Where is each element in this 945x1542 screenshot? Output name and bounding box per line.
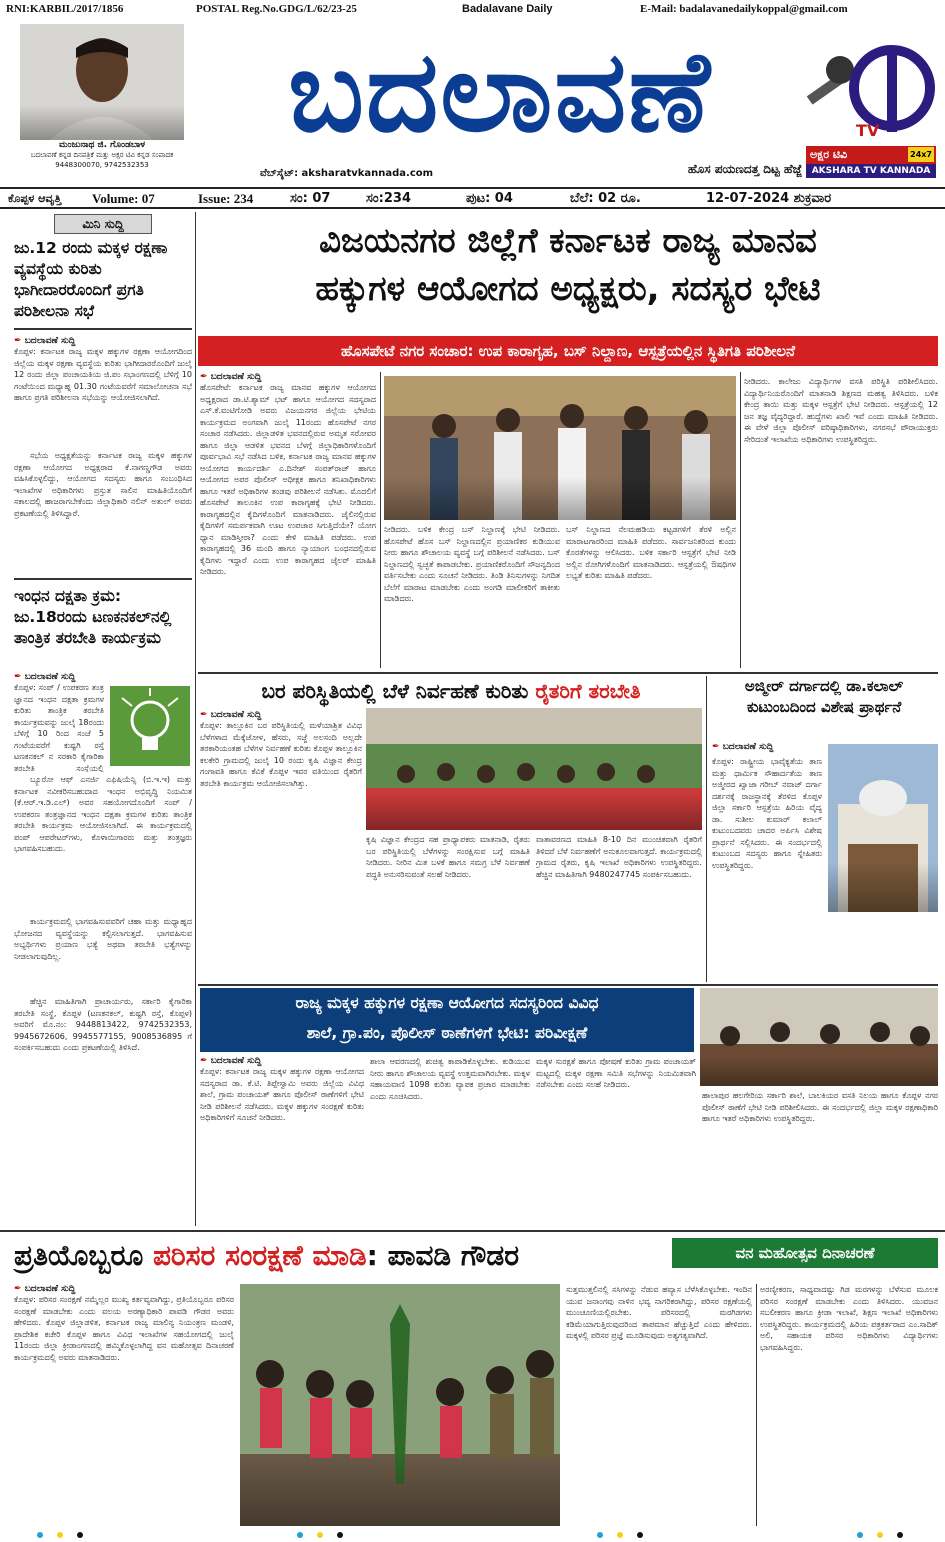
issue-info-bar [0, 187, 945, 209]
byline: ✒ ಬದಲಾವಣೆ ಸುದ್ದಿ [200, 372, 376, 382]
lead-headline-line1: ವಿಜಯನಗರ ಜಿಲ್ಲೆಗೆ ಕರ್ನಾಟಕ ರಾಜ್ಯ ಮಾನವ [319, 221, 817, 261]
sidebar-story2-body4: ಹೆಚ್ಚಿನ ಮಾಹಿತಿಗಾಗಿ ಪ್ರಾಚಾರ್ಯರು, ಸರ್ಕಾರಿ ಕೈಗಾರಿಕಾ ತರಬೇತಿ ಸಂಸ್ಥೆ, ಕೊಪ್ಪಳ (ಟಣಕನಕಲ್, ಕುಷ್ಟಗಿ ರಸ್ತೆ, ಕೊಪ್ಪಳ) ಅವರಿಗೆ ಮೊ.ನಂ: 9448813422, 9742532353, 9945672606, 9945577155, 9008536895 ಗೆ ಸಂಪರ್ಕಿಸಬಹುದು ಎಂದು ಪ್ರಕಟಣೆಯಲ್ಲಿ ತಿಳಿಸಿದೆ. [14, 997, 192, 1052]
child-rights-headline-1: ರಾಜ್ಯ ಮಕ್ಕಳ ಹಕ್ಕುಗಳ ರಕ್ಷಣಾ ಆಯೋಗದ ಸದಸ್ಯರಿಂದ ವಿವಿಧ [295, 994, 599, 1012]
masthead [190, 22, 810, 172]
registration-marks [0, 1530, 945, 1540]
child-rights-col2-text: ಶಾಲಾ ಆವರಣದಲ್ಲಿ ಶುಚಿತ್ವ ಕಾಪಾಡಿಕೊಳ್ಳಬೇಕು. ಕುಡಿಯುವ ನೀರು ಹಾಗೂ ಶೌಚಾಲಯ ವ್ಯವಸ್ಥೆ ಉತ್ತಮವಾಗಿರಬೇಕು. ಮಕ್ಕಳ ಸಹಾಯವಾಣಿ 1098 ಕುರಿತು ವ್ಯಾಪಕ ಪ್ರಚಾರ ಮಾಡಬೇಕು ಎಂದು ಸೂಚಿಸಿದರು. [370, 1057, 530, 1101]
svg-text:TV: TV [856, 121, 880, 140]
paper-name: Badalavane Daily [462, 3, 553, 15]
tagline: ಹೊಸ ಪಯಣದತ್ತ ದಿಟ್ಟ ಹೆಜ್ಜೆ [687, 162, 802, 176]
drought-photo [366, 708, 702, 830]
mini-news-sidebar [14, 212, 192, 1226]
ajmer-byline: ✒ ಬದಲಾವಣೆ ಸುದ್ದಿ [712, 742, 940, 752]
drought-col2-text: ಕೃಷಿ ವಿಜ್ಞಾನ ಕೇಂದ್ರದ ಸಹ ಪ್ರಾಧ್ಯಾಪಕರು ಮಾತನಾಡಿ, ರೈತರು ಬರ ಪರಿಸ್ಥಿತಿಯಲ್ಲಿ ಬೆಳೆಗಳನ್ನು ಸಂರಕ್ಷಿಸುವ ಬಗ್ಗೆ ಮಾಹಿತಿ ನೀಡಿದರು. ನೀರಿನ ಮಿತ ಬಳಕೆ ಹಾಗೂ ಸಮಗ್ರ ಬೆಳೆ ನಿರ್ವಹಣೆ ಪದ್ಧತಿ ಅನುಸರಿಸುವಂತೆ ಸಲಹೆ ನೀಡಿದರು. [366, 835, 530, 879]
divider [0, 1230, 945, 1232]
ajmer-photo [828, 744, 938, 912]
van-mahotsav-tag: ವನ ಮಹೋತ್ಸವ ದಿನಾಚರಣೆ [672, 1238, 938, 1268]
logo-sub: AKSHARA TV KANNADA [806, 164, 936, 178]
lead-subheadline: ಹೊಸಪೇಟೆ ನಗರ ಸಂಚಾರ: ಉಪ ಕಾರಾಗೃಹ, ಬಸ್ ನಿಲ್ದಾಣ, ಆಸ್ಪತ್ರೆಯಲ್ಲಿನ ಸ್ಥಿತಿಗತಿ ಪರಿಶೀಲನೆ [198, 336, 938, 366]
editor-photo [20, 24, 184, 140]
sam-number-2: ಸಂ:234 [366, 191, 411, 206]
price: ಬೆಲೆ: 02 ರೂ. [570, 191, 641, 206]
divider [14, 578, 192, 580]
editor-name: ಮಂಜುನಾಥ ಜಿ. ಗೊಂಡಬಾಳ [58, 140, 146, 150]
issue-number: Issue: 234 [198, 191, 254, 206]
child-rights-col1-text: ಕೊಪ್ಪಳ: ಕರ್ನಾಟಕ ರಾಜ್ಯ ಮಕ್ಕಳ ಹಕ್ಕುಗಳ ರಕ್ಷಣಾ ಆಯೋಗದ ಸದಸ್ಯರಾದ ಡಾ. ಕೆ.ಟಿ. ತಿಪ್ಪೇಸ್ವಾಮಿ ಅವರು ಜಿಲ್ಲೆಯ ವಿವಿಧ ಶಾಲೆ, ಗ್ರಾಮ ಪಂಚಾಯತ್ ಹಾಗೂ ಪೊಲೀಸ್ ಠಾಣೆಗಳಿಗೆ ಭೇಟಿ ನೀಡಿ ಪರಿಶೀಲನೆ ನಡೆಸಿದರು. ಮಕ್ಕಳ ಹಕ್ಕುಗಳ ಸಂರಕ್ಷಣೆ ಕುರಿತು ಅಧಿಕಾರಿಗಳಿಗೆ ಸೂಚನೆ ನೀಡಿದರು. [200, 1067, 364, 1122]
drought-story-headline: ಬರ ಪರಿಸ್ಥಿತಿಯಲ್ಲಿ ಬೆಳೆ ನಿರ್ವಹಣೆ ಕುರಿತು ರೈತರಿಗೆ ತರಬೇತಿ [261, 679, 641, 703]
microphone-icon [806, 24, 936, 146]
sidebar-story2-body3: ಕಾರ್ಯಕ್ರಮದಲ್ಲಿ ಭಾಗವಹಿಸುವವರಿಗೆ ಚಹಾ ಮತ್ತು ಮಧ್ಯಾಹ್ನದ ಭೋಜನದ ವ್ಯವಸ್ಥೆಯನ್ನು ಕಲ್ಪಿಸಲಾಗುತ್ತದೆ. ಭಾಗವಹಿಸುವ ಅಭ್ಯರ್ಥಿಗಳು ಪ್ರಯಾಣ ಭತ್ಯೆ ಅಥವಾ ತರಬೇತಿ ಭತ್ಯೆಗಳನ್ನು ನೀಡಲಾಗುವುದಿಲ್ಲ. [14, 917, 192, 961]
akshara-tv-logo [806, 24, 936, 184]
sam-number: ಸಂ: 07 [290, 191, 331, 206]
drought-col-1 [200, 710, 362, 980]
date: 12-07-2024 ಶುಕ್ರವಾರ [706, 191, 832, 206]
environment-photo [240, 1284, 560, 1526]
rni-number: RNI:KARBIL/2017/1856 [6, 3, 124, 15]
website-line: ವೆಬ್‌ಸೈಟ್: aksharatvkannada.com [260, 168, 434, 179]
column-rule [756, 1284, 757, 1526]
byline: ✒ ಬದಲಾವಣೆ ಸುದ್ದಿ [200, 710, 362, 720]
child-rights-col-1 [200, 1056, 364, 1226]
environment-col3-text: ಅರಣ್ಯೀಕರಣ, ಸಾಧ್ಯವಾದಷ್ಟು ಗಿಡ ಮರಗಳನ್ನು ಬೆಳೆಸುವ ಮೂಲಕ ಪರಿಸರ ಸಂರಕ್ಷಣೆ ಮಾಡಬೇಕು ಎಂದು ತಿಳಿಸಿದರು. ಯುವಜನ ಸಬಲೀಕರಣ ಹಾಗೂ ಕ್ರೀಡಾ ಇಲಾಖೆ, ಶಿಕ್ಷಣ ಇಲಾಖೆ ಅಧಿಕಾರಿಗಳು ಉಪಸ್ಥಿತರಿದ್ದರು. ಕಾರ್ಯಕ್ರಮದಲ್ಲಿ ಹಿರಿಯ ಪತ್ರಕರ್ತರಾದ ಎಂ.ಸಾದಿಕ್ ಅಲಿ, ಸಹಾಯಕ ಪರಿಸರ ಅಧಿಕಾರಿಗಳು ವಿದ್ಯಾರ್ಥಿಗಳು ಭಾಗವಹಿಸಿದ್ದರು. [760, 1285, 938, 1352]
editor-role: ಬದಲಾವಣೆ ಕನ್ನಡ ದಿನಪತ್ರಿಕೆ ಮತ್ತು ಅಕ್ಷರ ಟಿವಿ ಕನ್ನಡ ಸಂಪಾದಕ [30, 151, 174, 159]
ajmer-headline: ಅಜ್ಮೀರ್ ದರ್ಗಾದಲ್ಲಿ ಡಾ.ಕಲಾಲ್ ಕುಟುಂಬದಿಂದ ವಿಶೇಷ ಪ್ರಾರ್ಥನೆ [744, 677, 904, 716]
column-rule [380, 372, 381, 668]
sidebar-story1-headline: ಜು.12 ರಂದು ಮಕ್ಕಳ ರಕ್ಷಣಾ ವ್ಯವಸ್ಥೆಯ ಕುರಿತು ಭಾಗೀದಾರರೊಂದಿಗೆ ಪ್ರಗತಿ ಪರಿಶೀಲನಾ ಸಭೆ [14, 239, 168, 320]
environment-col2-text: ಸುತ್ತಮುತ್ತಲಿನಲ್ಲಿ ಸಸಿಗಳನ್ನು ನೆಡುವ ಹವ್ಯಾಸ ಬೆಳೆಸಿಕೊಳ್ಳಬೇಕು. ಇಂದಿನ ಯುವ ಜನಾಂಗವು ನಾಳಿನ ಭವ್ಯ ನಾಗರಿಕರಾಗಿದ್ದು, ಪರಿಸರ ರಕ್ಷಣೆಯಲ್ಲಿ ಮುಂಚೂಣಿಯಲ್ಲಿರಬೇಕು. ಪರಿಸರದಲ್ಲಿ ಮರಗಿಡಗಳು ಕಡಿಮೆಯಾಗುತ್ತಿರುವುದರಿಂದ ತಾಪಮಾನ ಹೆಚ್ಚುತ್ತಿದೆ ಎಂದು ಹೇಳಿದರು. ಮಕ್ಕಳಲ್ಲಿ ಪರಿಸರ ಪ್ರಜ್ಞೆ ಮೂಡಿಸುವುದು ಅತ್ಯಗತ್ಯವಾಗಿದೆ. [566, 1285, 752, 1340]
sidebar-story2-headline: ಇಂಧನ ದಕ್ಷತಾ ಕ್ರಮ: ಜು.18ರಂದು ಟಣಕನಕಲ್‌ನಲ್ಲಿ ತಾಂತ್ರಿಕ ತರಬೇತಿ ಕಾರ್ಯಕ್ರಮ [14, 587, 172, 647]
child-rights-col4-text: ಹಾಲಾಪುರ ಹಲಗೇರಿಯ ಸರ್ಕಾರಿ ಶಾಲೆ, ಬಾಲಕಿಯರ ವಸತಿ ನಿಲಯ ಹಾಗೂ ಕೊಪ್ಪಳ ನಗರ ಪೊಲೀಸ್ ಠಾಣೆಗೆ ಭೇಟಿ ನೀಡಿ ಪರಿಶೀಲಿಸಿದರು. ಈ ಸಂದರ್ಭದಲ್ಲಿ ಜಿಲ್ಲಾ ಮಕ್ಕಳ ರಕ್ಷಣಾಧಿಕಾರಿ ಹಾಗೂ ಇತರೆ ಅಧಿಕಾರಿಗಳು ಉಪಸ್ಥಿತರಿದ್ದರು. [702, 1091, 938, 1123]
section-title: ಮಿನಿ ಸುದ್ದಿ [54, 214, 152, 234]
sidebar-story2-body2: ಬ್ಯೂರೋ ಆಫ್ ಎನರ್ಜಿ ಎಫಿಷಿಯೆನ್ಸಿ (ಬಿ.ಇ.ಇ) ಮತ್ತು ಕರ್ನಾಟಕ ನವೀಕರಿಸಬಹುದಾದ ಇಂಧನ ಅಭಿವೃದ್ಧಿ ನಿಯಮಿತ (ಕೆ.ಆರ್.ಇ.ಡಿ.ಎಲ್) ಅವರ ಸಹಯೋಗದೊಂದಿಗೆ ಸಂಪ್ / ಉಪಕರಣ ತಂತ್ರಜ್ಞಾನದ ಇಂಧನ ದಕ್ಷತಾ ಕ್ರಮಗಳ ಕುರಿತು ತಾಂತ್ರಿಕ ತರಬೇತಿ ಕಾರ್ಯಕ್ರಮ ಆಯೋಜಿಸಲಾಗಿದೆ. ಈ ಕಾರ್ಯಕ್ರಮದಲ್ಲಿ ಪಂಪ್ ಆಪರೇಟರ್‌ಗಳು, ಕೊಳಾಯಿಗಾರರು ಮತ್ತು ತಂತ್ರಜ್ಞರು ಭಾಗವಹಿಸಬಹುದು. [14, 775, 192, 853]
email-address: E-Mail: badalavanedailykoppal@gmail.com [640, 3, 848, 15]
child-rights-photo [700, 988, 938, 1086]
ajmer-text: ಕೊಪ್ಪಳ: ರಾಷ್ಟ್ರೀಯ ಭಾವೈಕ್ಯತೆಯ ತಾಣ ಮತ್ತು ಧಾರ್ಮಿಕ ಸೌಹಾರ್ದತೆಯ ತಾಣ ಅಜ್ಮೀರದ ಖ್ವಾಜಾ ಗರೀಬ್ ನವಾಜ್ ದರ್ಗಾ ದರ್ಶನಕ್ಕೆ ರಾಜಸ್ಥಾನಕ್ಕೆ ತೆರಳಿದ ಕೊಪ್ಪಳ ಜಿಲ್ಲಾ ಸರ್ಕಾರಿ ಆಸ್ಪತ್ರೆಯ ಹಿರಿಯ ವೈದ್ಯ ಡಾ. ಸುಶೀಲ ಕುಮಾರ್ ಕಲಾಲ್ ಕುಟುಂಬದವರು ಚಾದರ ಅರ್ಪಿಸಿ ವಿಶೇಷ ಪ್ರಾರ್ಥನೆ ಸಲ್ಲಿಸಿದರು. ಈ ಸಂದರ್ಭದಲ್ಲಿ ಕುಟುಂಬದ ಸದಸ್ಯರು ಹಾಗೂ ಸ್ನೇಹಿತರು ಉಪಸ್ಥಿತರಿದ್ದರು. [712, 757, 822, 870]
logo-label: ಅಕ್ಷರ ಟಿವಿ 24x7 [806, 146, 936, 164]
edition: ಕೊಪ್ಪಳ ಆವೃತ್ತಿ [8, 192, 62, 205]
environment-col1-text: ಕೊಪ್ಪಳ: ಪರಿಸರ ಸಂರಕ್ಷಣೆ ನಮ್ಮೆಲ್ಲರ ಮುಖ್ಯ ಕರ್ತವ್ಯವಾಗಿದ್ದು, ಪ್ರತಿಯೊಬ್ಬರೂ ಪರಿಸರ ಸಂರಕ್ಷಣೆ ಮಾಡಬೇಕು ಎಂದು ವಲಯ ಅರಣ್ಯಾಧಿಕಾರಿ ಪಾವಡಿ ಗೌಡರ ಅವರು ಹೇಳಿದರು. ಕೊಪ್ಪಳ ಜಿಲ್ಲಾಡಳಿತ, ಕರ್ನಾಟಕ ರಾಜ್ಯ ಮಾಲಿನ್ಯ ನಿಯಂತ್ರಣ ಮಂಡಳಿ, ಪ್ರಾದೇಶಿಕ ಕಚೇರಿ ಕೊಪ್ಪಳ ಹಾಗೂ ವಿವಿಧ ಇಲಾಖೆಗಳ ಸಹಯೋಗದಲ್ಲಿ ಜುಲೈ 11ರಂದು ಜಿಲ್ಲಾ ಕ್ರೀಡಾಂಗಣದಲ್ಲಿ ಹಮ್ಮಿಕೊಳ್ಳಲಾಗಿದ್ದ ವನ ಮಹೋತ್ಸವ ದಿನಾಚರಣೆ ಕಾರ್ಯಕ್ರಮದಲ್ಲಿ ಅವರು ಮಾತನಾಡಿದರು. [14, 1295, 234, 1362]
sidebar-story2-body1-start: ಕೊಪ್ಪಳ: ಸಂಪ್ / ಉಪಕರಣ ತಂತ್ರ ಜ್ಞಾನದ ಇಂಧನ ದಕ್ಷತಾ ಕ್ರಮಗಳ ಕುರಿತು ತಾಂತ್ರಿಕ ತರಬೇತಿ ಕಾರ್ಯಕ್ರಮವನ್ನು ಜುಲೈ 18ರಂದು ಬೆಳಿಗ್ಗೆ 10 ರಿಂದ ಸಂಜೆ 5 ಗಂಟೆಯವರೆಗೆ ಕುಷ್ಟಗಿ ರಸ್ತೆ ಟಣಕನಕಲ್ ನ ಸರಕಾರಿ ಕೈಗಾರಿಕಾ ತರಬೇತಿ ಸಂಸ್ಥೆಯಲ್ಲಿ [14, 683, 104, 772]
logo-badge: 24x7 [908, 147, 934, 162]
lead-col1-text: ಹೊಸಪೇಟೆ: ಕರ್ನಾಟಕ ರಾಜ್ಯ ಮಾನವ ಹಕ್ಕುಗಳ ಆಯೋಗದ ಅಧ್ಯಕ್ಷರಾದ ಡಾ.ಟಿ.ಶ್ಯಾಮ್ ಭಟ್ ಹಾಗೂ ಆಯೋಗದ ಸದಸ್ಯರಾದ ಎಸ್.ಕೆ.ವಂಟಿಗೋಡಿ ಅವರು ವಿಜಯನಗರ ಜಿಲ್ಲೆಯ ಭೇಟಿಯ ಕಾರ್ಯಕ್ರಮದ ಅಂಗವಾಗಿ ಜುಲೈ 11ರಂದು ಹೊಸಪೇಟೆ ನಗರ ಸಂಚಾರ ನಡೆಸಿದರು. ಜಿಲ್ಲಾಡಳಿತ ಭವನದಲ್ಲಿರುವ ಅಮೃತ ಸರೋವರ ಹಾಗೂ ಜಿಲ್ಲಾ ಆಡಳಿತ ಭವನದ ಬೆಳಗ್ಗೆ ಜಿಲ್ಲಾಧಿಕಾರಿಗಳೊಂದಿಗೆ ಪೂರ್ವಭಾವಿ ಸಭೆ ನಡೆಸಿದ ಬಳಿಕ, ಕರ್ನಾಟಕ ರಾಜ್ಯ ಮಾನವ ಹಕ್ಕುಗಳ ಆಯೋಗದ ಕಾರ್ಯದರ್ಶಿ ಎ.ದಿನೇಶ್ ಸಂಪತ್‌ರಾಜ್ ಹಾಗೂ ಆಯೋಗದ ಅಪರ ಪೊಲೀಸ್ ಅಧೀಕ್ಷಕ ಹಾಗೂ ತನಿಖಾಧಿಕಾರಿಗಳು ಹಾಗೂ ಇತರೆ ಅಧಿಕಾರಿಗಳ ತಂಡವು ಪರಿಶೀಲನೆ ನಡೆಸಿತು. ಮೊದಲಿಗೆ ಹೊಸಪೇಟೆ ತಾಲೂಕಿನ ಉಪ ಕಾರಾಗೃಹಕ್ಕೆ ಭೇಟಿ ನೀಡಿದರು. ಕಾರಾಗೃಹದಲ್ಲಿನ ಕೈದಿಗಳೊಂದಿಗೆ ಮಾತನಾಡಿದರು. ಜೈಲಿನಲ್ಲಿರುವ ಕೈದಿಗಳಿಗೆ ಸಮರ್ಪಕವಾಗಿ ಊಟ ಉಪಚಾರ ಸಿಗುತ್ತಿದೆಯೇ? ಯೋಗ ಧ್ಯಾನ ಮಾಡಿಸ್ತೀರಾ? ಎಂದು ಕೇಳಿ ಮಾಹಿತಿ ಪಡೆದರು. ಉಪ ಕಾರಾಗೃಹದಲ್ಲಿ 36 ಮಂದಿ ಹಾಗೂ ನ್ಯಾಯಾಂಗ ಬಂಧನದಲ್ಲಿರುವ ಕೈದಿಗಳು ಇದ್ದಾರೆ ಎಂದು ಉಪ ಕಾರಾಗೃಹದ ಜೈಲರ್ ಮಾಹಿತಿ ನೀಡಿದರು. [200, 383, 376, 576]
byline: ✒ ಬದಲಾವಣೆ ಸುದ್ದಿ [200, 1056, 364, 1066]
column-rule [740, 372, 741, 668]
drought-col1-text: ಕೊಪ್ಪಳ: ತಾಲ್ಲೂಕಿನ ಬರ ಪರಿಸ್ಥಿತಿಯಲ್ಲಿ ಮಳೆಯಾಶ್ರಿತ ವಿವಿಧ ಬೆಳೆಗಳಾದ ಮೆಕ್ಕೆಜೋಳ, ಹೆಸರು, ಸಜ್ಜೆ ಅಲಸಂದಿ ಅಲ್ಲದೇ ತರಕಾರಿಯಂತಹ ಬೆಳೆಗಳ ನಿರ್ವಹಣೆ ಕುರಿತು ಕೊಪ್ಪಳ ತಾಲ್ಲೂಕಿನ ಕಲಕೇರಿ ಗ್ರಾಮದಲ್ಲಿ ಜುಲೈ 10 ರಂದು ಕೃಷಿ ವಿಜ್ಞಾನ ಕೇಂದ್ರ ಗಂಗಾವತಿ ಹಾಗೂ ಕೆವಿಕೆ ಕೊಪ್ಪಳ ಇವರ ವತಿಯಿಂದ ರೈತರಿಗೆ ತರಬೇತಿ ಕಾರ್ಯಕ್ರಮ ಆಯೋಜಿಸಲಾಗಿತ್ತು. [200, 721, 362, 788]
column-rule [706, 676, 707, 982]
column-rule [195, 212, 196, 1226]
environment-col-1 [14, 1284, 234, 1524]
lead-col2-text: ನೀಡಿದರು. ಬಳಿಕ ಕೇಂದ್ರ ಬಸ್ ನಿಲ್ದಾಣಕ್ಕೆ ಭೇಟಿ ನೀಡಿದರು. ಹೊಸಪೇಟೆ ಹೊಸ ಬಸ್ ನಿಲ್ದಾಣದಲ್ಲಿನ ಪ್ರಯಾಣಿಕರ ಕುಡಿಯುವ ನೀರು ಹಾಗೂ ಶೌಚಾಲಯ ವ್ಯವಸ್ಥೆ ಬಗ್ಗೆ ಪರಿಶೀಲನೆ ನಡೆಸಿದರು. ಬಸ್ ನಿಲ್ದಾಣದಲ್ಲಿ ಸ್ವಚ್ಛತೆ ಕಾಪಾಡಬೇಕು. ಪ್ರಯಾಣಿಕರೊಂದಿಗೆ ಸೌಜನ್ಯದಿಂದ ವರ್ತಿಸಬೇಕು ಎಂದು ಸೂಚನೆ ನೀಡಿದರು. ತಿಂಡಿ ತಿನಿಸುಗಳನ್ನು ನಿಗದಿತ ಬೆಲೆಗೆ ಮಾರಾಟ ಮಾಡಬೇಕು ಎಂದು ಅಂಗಡಿ ಮಾಲೀಕರಿಗೆ ತಾಕೀತು ಮಾಡಿದರು. [384, 525, 560, 603]
lead-photo [384, 376, 736, 520]
lead-col3-text: ಬಸ್ ನಿಲ್ದಾಣದ ನೆಲಮಹಡಿಯ ಕಟ್ಟಡಗಳಿಗೆ ತೆರಳಿ ಅಲ್ಲಿನ ಮಾರಾಟಗಾರರಿಂದ ಮಾಹಿತಿ ಪಡೆದರು. ಸಾರ್ವಜನಿಕರಿಂದ ಕುಂದು ಕೊರತೆಗಳನ್ನು ಆಲಿಸಿದರು. ಬಳಿಕ ಸರ್ಕಾರಿ ಆಸ್ಪತ್ರೆಗೆ ಭೇಟಿ ನೀಡಿ ಅಲ್ಲಿನ ರೋಗಿಗಳೊಂದಿಗೆ ಮಾತನಾಡಿದರು. ಆಸ್ಪತ್ರೆಯಲ್ಲಿ ಔಷಧಿಗಳ ಲಭ್ಯತೆ ಕುರಿತು ಮಾಹಿತಿ ಪಡೆದರು. [566, 525, 736, 580]
child-rights-headline-2: ಶಾಲೆ, ಗ್ರಾ.ಪಂ, ಪೊಲೀಸ್ ಠಾಣೆಗಳಿಗೆ ಭೇಟಿ: ಪರಿವೀಕ್ಷಣೆ [306, 1024, 588, 1042]
divider [14, 328, 192, 330]
environment-headline: ಪ್ರತಿಯೊಬ್ಬರೂ ಪರಿಸರ ಸಂರಕ್ಷಣೆ ಮಾಡಿ: ಪಾವಡಿ ಗೌಡರ [14, 1239, 520, 1272]
editor-phone: 9448300070, 9742532353 [55, 161, 149, 169]
top-info-bar [0, 0, 945, 20]
byline: ✒ ಬದಲಾವಣೆ ಸುದ್ದಿ [14, 1284, 234, 1294]
bulb-icon [110, 686, 190, 766]
volume: Volume: 07 [92, 191, 155, 206]
divider [198, 672, 938, 674]
lead-headline-line2: ಹಕ್ಕುಗಳ ಆಯೋಗದ ಅಧ್ಯಕ್ಷರು, ಸದಸ್ಯರ ಭೇಟಿ [315, 269, 821, 309]
byline: ✒ ಬದಲಾವಣೆ ಸುದ್ದಿ [14, 672, 192, 682]
editor-caption [20, 140, 184, 178]
divider [198, 984, 938, 986]
child-rights-col3-text: ಮಕ್ಕಳ ಸುರಕ್ಷತೆ ಹಾಗೂ ಪೋಷಣೆ ಕುರಿತು ಗ್ರಾಮ ಪಂಚಾಯತ್ ಮಟ್ಟದಲ್ಲಿ ಮಕ್ಕಳ ರಕ್ಷಣಾ ಸಮಿತಿ ಸಭೆಗಳನ್ನು ನಿಯಮಿತವಾಗಿ ನಡೆಸಬೇಕು ಎಂದು ಸಲಹೆ ನೀಡಿದರು. [536, 1057, 696, 1089]
sidebar-story1-body1: ಕೊಪ್ಪಳ: ಕರ್ನಾಟಕ ರಾಜ್ಯ ಮಕ್ಕಳ ಹಕ್ಕುಗಳ ರಕ್ಷಣಾ ಆಯೋಗದಿಂದ ಜಿಲ್ಲೆಯ ಮಕ್ಕಳ ರಕ್ಷಣಾ ವ್ಯವಸ್ಥೆಯ ಕುರಿತು ಭಾಗೀದಾರರೊಂದಿಗೆ ಜುಲೈ 12 ರಂದು ಜಿಲ್ಲಾ ಪಂಚಾಯತಿಯ ಜಿ.ಪಂ ಸಭಾಂಗಣದಲ್ಲಿ ಬೆಳಿಗ್ಗೆ 10 ಗಂಟೆಯಿಂದ ಮಧ್ಯಾಹ್ನ 01.30 ಗಂಟೆಯವರೆಗೆ ಸಮಾಲೋಚನಾ ಸಭೆ ಹಾಗೂ ಪ್ರಗತಿ ಪರಿಶೀಲನಾ ಸಭೆಯನ್ನು ಆಯೋಜಿಸಲಾಗಿದೆ. [14, 347, 192, 402]
sidebar-story1-body2: ಸಭೆಯ ಅಧ್ಯಕ್ಷತೆಯನ್ನು ಕರ್ನಾಟಕ ರಾಜ್ಯ ಮಕ್ಕಳ ಹಕ್ಕುಗಳ ರಕ್ಷಣಾ ಆಯೋಗದ ಅಧ್ಯಕ್ಷರಾದ ಕೆ.ನಾಗಣ್ಣಗೌಡ ಅವರು ವಹಿಸಿಕೊಳ್ಳಲಿದ್ದು, ಆಯೋಗದ ಸದಸ್ಯರು ಹಾಗೂ ಸಂಬಂಧಿಸಿದ ಇಲಾಖೆಗಳ ಅಧಿಕಾರಿಗಳು ಪ್ರಸ್ತುತ ಸಾಲಿನ ಮಾಹಿತಿಯೊಂದಿಗೆ ಸಕಾಲದಲ್ಲಿ ಹಾಜರಾಗಬೇಕೆಂದು ಜಿಲ್ಲಾಧಿಕಾರಿ ನಲಿನ್ ಅತುಲ್ ಅವರು ಪ್ರಕಟಣೆಯಲ್ಲಿ ತಿಳಿಸಿದ್ದಾರೆ. [14, 451, 192, 518]
lead-col-1 [200, 372, 376, 668]
drought-col3-text: ವಾತಾವರಣದ ಮಾಹಿತಿ 8-10 ದಿನ ಮುಂಚಿತವಾಗಿ ರೈತರಿಗೆ ತಿಳಿದರೆ ಬೆಳೆ ನಿರ್ವಹಣೆಗೆ ಅನುಕೂಲವಾಗುತ್ತದೆ. ಕಾರ್ಯಕ್ರಮದಲ್ಲಿ ಗ್ರಾಮದ ರೈತರು, ಕೃಷಿ ಇಲಾಖೆ ಅಧಿಕಾರಿಗಳು ಉಪಸ್ಥಿತರಿದ್ದರು. ಹೆಚ್ಚಿನ ಮಾಹಿತಿಗಾಗಿ 9480247745 ಸಂಪರ್ಕಿಸಬಹುದು. [536, 835, 702, 879]
postal-reg: POSTAL Reg.No.GDG/L/62/23-25 [196, 3, 357, 15]
byline: ✒ ಬದಲಾವಣೆ ಸುದ್ದಿ [14, 336, 192, 346]
page-count: ಪುಟ: 04 [466, 191, 513, 206]
lead-col4-text: ನೀಡಿದರು. ಕಾಲೇಜು ವಿದ್ಯಾರ್ಥಿಗಳ ವಸತಿ ಪರಿಸ್ಥಿತಿ ಪರಿಶೀಲಿಸಿದರು. ವಿದ್ಯಾರ್ಥಿನಿಯರೊಂದಿಗೆ ಮಾತನಾಡಿ ಶಿಕ್ಷಣದ ಮಹತ್ವ ತಿಳಿಸಿದರು. ಬಳಿಕ ಕೇಂದ್ರ ತಾಯಿ ಮತ್ತು ಮಕ್ಕಳ ಆಸ್ಪತ್ರೆಗೆ ಭೇಟಿ ನೀಡಿದರು. ಆಸ್ಪತ್ರೆಯಲ್ಲಿ 12 ಜನ ತಜ್ಞ ವೈದ್ಯರಿದ್ದಾರೆ. ಹುದ್ದೆಗಳು ಖಾಲಿ ಇವೆ ಎಂದು ಮಾಹಿತಿ ನೀಡಿದರು. ಈ ವೇಳೆ ಜಿಲ್ಲಾ ಪೊಲೀಸ್ ವರಿಷ್ಠಾಧಿಕಾರಿಗಳು, ನಗರಸಭೆ ಪೌರಾಯುಕ್ತರು ಸೇರಿದಂತೆ ಇಲಾಖೆಯ ಅಧಿಕಾರಿಗಳು ಉಪಸ್ಥಿತರಿದ್ದರು. [744, 377, 938, 444]
child-rights-banner [200, 988, 694, 1052]
masthead-title: ಬದಲಾವಣೆ [288, 27, 712, 157]
